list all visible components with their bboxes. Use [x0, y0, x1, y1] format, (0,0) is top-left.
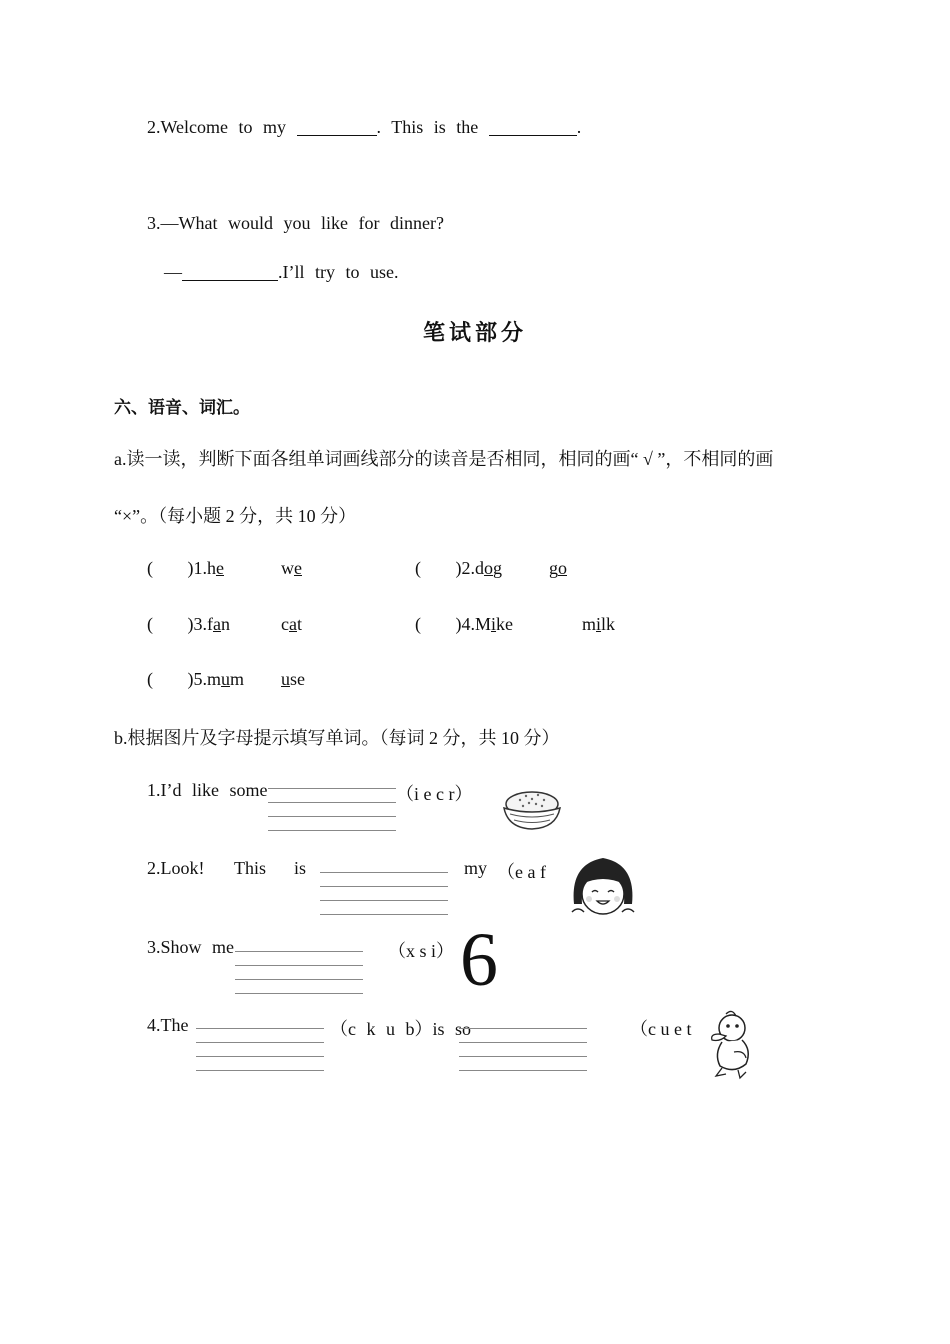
list-item [147, 614, 230, 635]
b4-hint-2: （c u e t [630, 1019, 692, 1039]
underlined-letters: o [484, 558, 493, 578]
b2-text-a: 2.Look! [147, 858, 205, 878]
underlined-letters: i [596, 614, 602, 634]
girl-face-icon [566, 854, 640, 920]
q2-blank-1[interactable] [297, 117, 377, 136]
word-part: d [475, 558, 484, 578]
underlined-letters: a [289, 614, 297, 634]
word-2 [549, 558, 567, 579]
underlined-letters: u [281, 669, 290, 689]
word-part: lk [601, 614, 616, 634]
word-part: se [290, 669, 305, 689]
underlined-letters: e [216, 558, 224, 578]
word-part: n [221, 614, 230, 634]
word-part: c [281, 614, 289, 634]
b2-text-d: my [464, 858, 488, 878]
word-part: w [281, 558, 294, 578]
question-3: 3.—What would you like for dinner? [147, 213, 444, 233]
underlined-letters: a [213, 614, 221, 634]
b3-writing-lines[interactable] [235, 951, 363, 995]
list-item [415, 558, 502, 579]
b4-writing-lines-1[interactable] [196, 1028, 324, 1072]
word-part: g [549, 558, 558, 578]
paren-open: ( [415, 614, 421, 634]
b1-hint: （i e c r） [396, 784, 473, 804]
word-part: m [207, 669, 222, 689]
word-part: m [230, 669, 245, 689]
part-a-instruction-line1: a.读一读，判断下面各组单词画线部分的读音是否相同，相同的画“ √ ”，不相同的画 [114, 449, 774, 469]
word-part: g [493, 558, 502, 578]
word-2 [281, 614, 302, 635]
duck-icon [704, 1008, 754, 1080]
b1-writing-lines[interactable] [268, 788, 396, 832]
b4-writing-lines-2[interactable] [459, 1028, 587, 1072]
number-six: 6 [460, 918, 498, 1002]
item-number: 1. [193, 558, 207, 578]
word-part: f [207, 614, 213, 634]
word-part: t [297, 614, 303, 634]
b3-text: 3.Show me [147, 937, 234, 957]
item-number: 5. [193, 669, 207, 689]
list-item [147, 669, 244, 690]
word-part: ke [496, 614, 514, 634]
paren-close: ) [187, 669, 194, 689]
q3-dash: — [164, 262, 182, 282]
underlined-letters: i [491, 614, 497, 634]
paren-close: ) [455, 614, 462, 634]
underlined-letters: u [221, 669, 231, 689]
q2-mid-text: . This is the [376, 117, 479, 137]
rice-bowl-icon [500, 786, 564, 832]
b2-writing-lines[interactable] [320, 872, 448, 916]
question-3-answer [164, 262, 398, 283]
b2-hint: （e a f [497, 862, 546, 882]
word-2 [582, 614, 615, 635]
part-a-instruction-line2: “×”。（每小题 2 分，共 10 分） [114, 506, 357, 526]
b2-text-b: This [234, 858, 267, 878]
part-b-instruction: b.根据图片及字母提示填写单词。（每词 2 分，共 10 分） [114, 728, 560, 748]
word-part: M [475, 614, 492, 634]
paren-close: ) [187, 614, 194, 634]
paren-open: ( [147, 614, 153, 634]
section-heading: 六、语音、词汇。 [114, 398, 250, 418]
list-item [415, 614, 513, 635]
underlined-letters: e [294, 558, 302, 578]
paren-open: ( [415, 558, 421, 578]
list-item [147, 558, 224, 579]
paren-close: ) [455, 558, 462, 578]
word-2 [281, 558, 302, 579]
q3-blank[interactable] [182, 262, 278, 281]
item-number: 3. [193, 614, 207, 634]
paren-open: ( [147, 558, 153, 578]
word-2 [281, 669, 305, 690]
q3-answer-end: .I’ll try to use. [278, 262, 399, 282]
b1-text: 1.I’d like some [147, 780, 268, 800]
item-number: 4. [461, 614, 475, 634]
q2-text: 2.Welcome to my [147, 117, 287, 137]
q2-end: . [576, 117, 582, 137]
b3-hint: （x s i） [388, 941, 455, 961]
word-part: h [207, 558, 216, 578]
b2-text-c: is [294, 858, 307, 878]
question-2 [147, 117, 581, 138]
b4-hint-1: （c k u b）is so [330, 1019, 471, 1039]
paren-open: ( [147, 669, 153, 689]
item-number: 2. [461, 558, 475, 578]
word-part: m [582, 614, 597, 634]
paren-close: ) [187, 558, 194, 578]
q2-blank-2[interactable] [489, 117, 577, 136]
b4-text-a: 4.The [147, 1015, 189, 1035]
page-title: 笔试部分 [422, 321, 527, 346]
underlined-letters: o [558, 558, 567, 578]
